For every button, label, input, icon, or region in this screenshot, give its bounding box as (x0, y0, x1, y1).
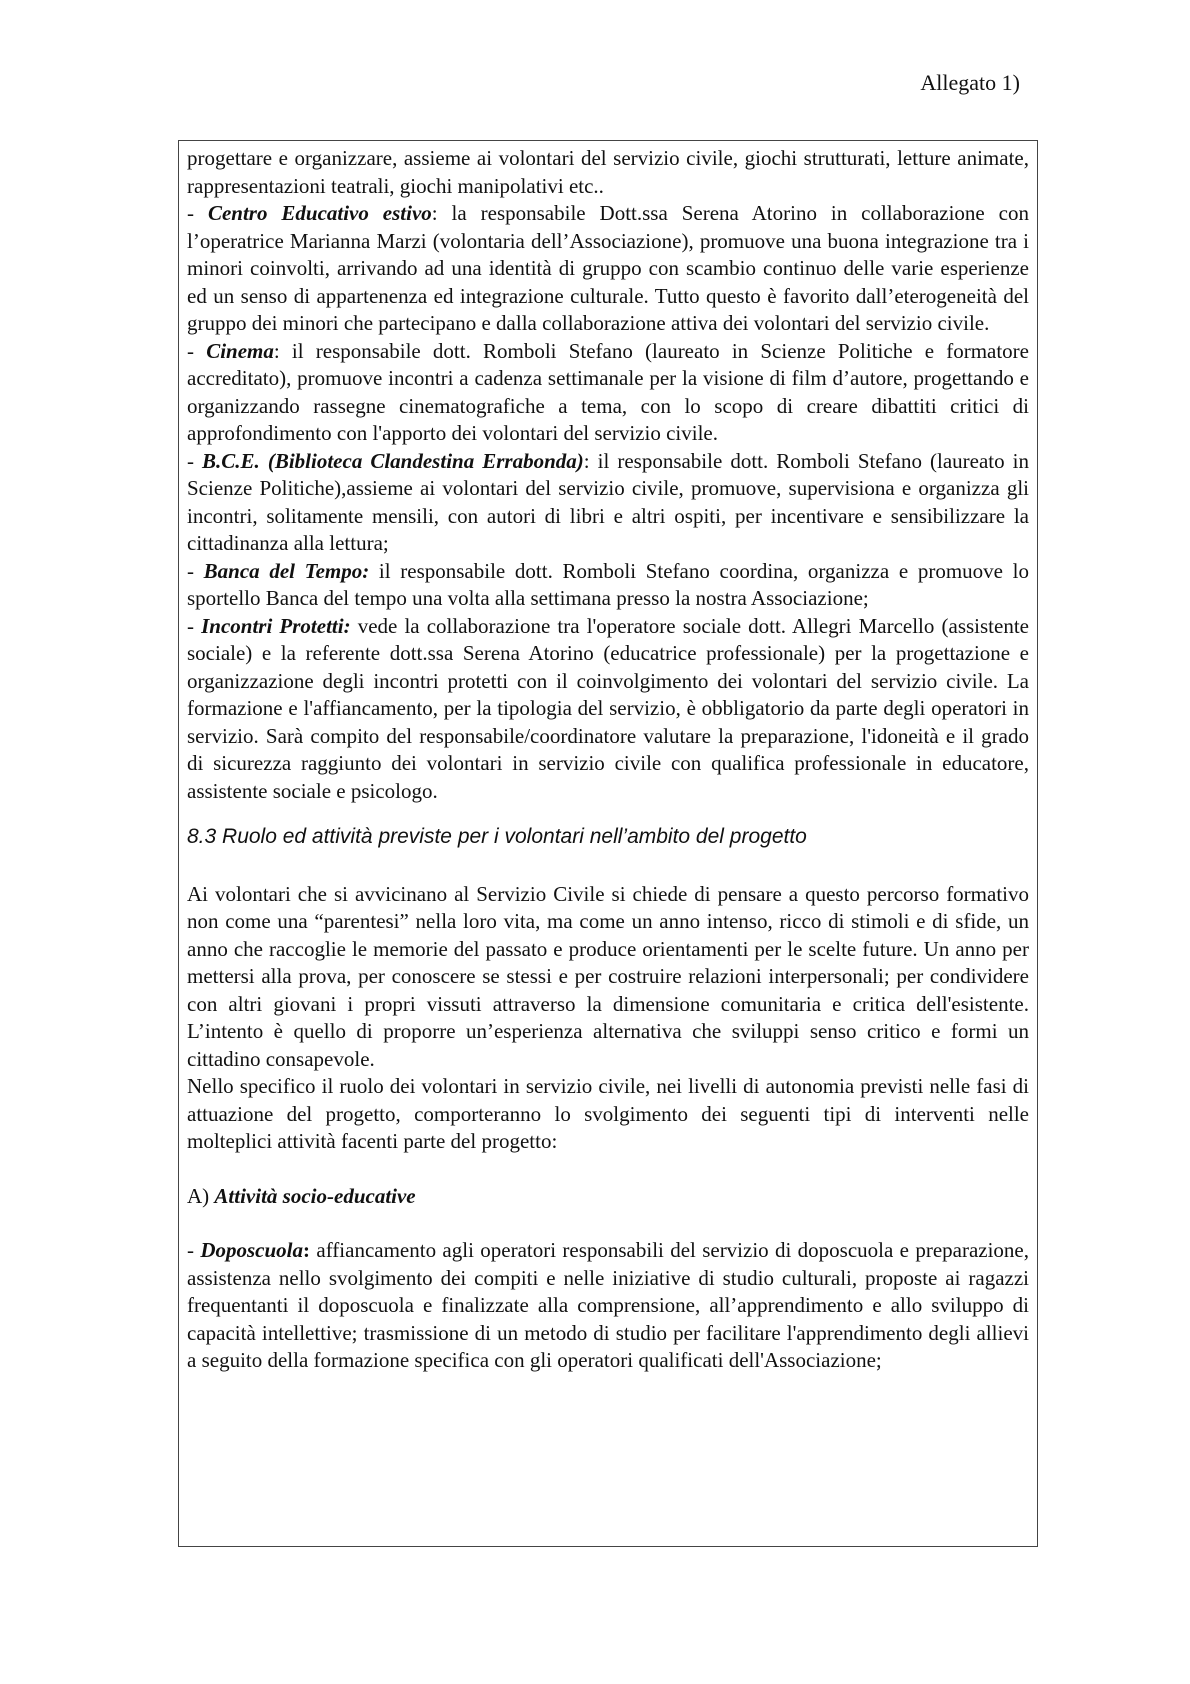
centro-educativo-label: Centro Educativo estivo (207, 201, 432, 225)
incontri-protetti-item (187, 613, 1029, 806)
doposcuola-label: Doposcuola (200, 1238, 304, 1262)
item-dash: - (187, 558, 204, 583)
section-a-prefix: A) (187, 1183, 215, 1208)
centro-educativo-item (187, 200, 1029, 338)
cinema-text: : il responsabile dott. Romboli Stefano (laureato in Scienze Politiche e formatore accreditato), promuove incontri a cadenza settimanale per la visione di film d’autore, progettando e organizzando rassegne cinematografiche a tema, con lo scopo di creare dibattiti critici di approfondimento con l'apporto dei volontari del servizio civile. (187, 338, 1029, 445)
item-dash: - (187, 1238, 201, 1262)
section-heading: 8.3 Ruolo ed attività previste per i volontari nell’ambito del progetto (187, 825, 807, 848)
section-a-label: Attività socio-educative (214, 1183, 416, 1208)
intro-paragraph: progettare e organizzare, assieme ai volontari del servizio civile, giochi strutturati, letture animate, rappresentazioni teatrali, giochi manipolativi etc.. (187, 146, 1029, 198)
centro-educativo-text: : la responsabile Dott.ssa Serena Atorino in collaborazione con l’operatrice Marianna Marzi (volontaria dell’Associazione), promuove una buona integrazione tra i minori coinvolti, arrivando ad una identità di gruppo con scambio continuo delle varie esperienze ed un senso di appartenenza ed integrazione culturale. Tutto questo è favorito dall’eterogeneità del gruppo dei minori che partecipano e dalla collaborazione attiva dei volontari del servizio civile. (187, 201, 1029, 335)
banca-tempo-item (187, 558, 1029, 613)
item-dash: - (187, 448, 203, 473)
banca-tempo-label: Banca del Tempo: (203, 558, 370, 583)
doposcuola-item: - Doposcuola: affiancamento agli operatori responsabili del servizio di doposcuola e preparazione, assistenza nello svolgimento dei compiti e nelle iniziative di studio culturali, proposte ai ragazzi frequentanti il doposcuola e finalizzate alla comprensione, all’apprendimento e allo sviluppo di capacità intellettive; trasmissione di un metodo di studio per facilitare l'apprendimento degli allievi a seguito della formazione specifica con gli operatori qualificati dell'Associazione; (187, 1238, 1030, 1372)
bce-label: B.C.E. (Biblioteca Clandestina Errabonda) (202, 448, 584, 473)
incontri-protetti-text: vede la collaborazione tra l'operatore sociale dott. Allegri Marcello (assistente sociale) e la referente dott.ssa Serena Atorino (educatrice professionale) per la progettazione e organizzazione degli incontri protetti con il coinvolgimento dei volontari del servizio civile. La formazione e l'affiancamento, per la tipologia del servizio, è obbligatorio da parte degli operatori in servizio. Sarà compito del responsabile/coordinatore valutare la preparazione, l'idoneità e il grado di sicurezza raggiunto dei volontari in servizio civile con qualifica professionale in educatore, assistente sociale e psicologo. (187, 613, 1029, 803)
item-dash: - (187, 201, 208, 225)
attachment-label: Allegato 1) (920, 70, 1020, 95)
incontri-protetti-label: Incontri Protetti: (201, 613, 351, 638)
item-dash: - (187, 613, 202, 638)
bce-item (187, 448, 1029, 558)
volontari-paragraph: Ai volontari che si avvicinano al Servizio Civile si chiede di pensare a questo percorso formativo non come una “parentesi” nella loro vita, ma come un anno intenso, ricco di stimoli e di sfide, un anno che raccoglie le memorie del passato e produce orientamenti per le scelte future. Un anno per mettersi alla prova, per conoscere se stessi e per costruire relazioni interpersonali; per condividere con altri giovani i propri vissuti attraverso la dimensione comunitaria e critica dell'esistente. L’intento è quello di proporre un’esperienza alternativa che sviluppi senso critico e formi un cittadino consapevole. (187, 881, 1029, 1071)
ruolo-paragraph: Nello specifico il ruolo dei volontari in servizio civile, nei livelli di autonomia previsti nelle fasi di attuazione del progetto, comporteranno lo svolgimento dei seguenti tipi di interventi nelle molteplici attività facenti parte del progetto: (187, 1074, 1029, 1153)
item-dash: - (187, 338, 207, 363)
content-box (178, 140, 1038, 1547)
bce-text: : il responsabile dott. Romboli Stefano (laureato in Scienze Politiche),assieme ai volontari del servizio civile, promuove, supervisiona e organizza gli incontri, solitamente mensili, con autori di libri e altri ospiti, per incentivare e sensibilizzare la cittadinanza alla lettura; (187, 448, 1029, 555)
cinema-label: Cinema (206, 338, 274, 363)
cinema-item (187, 338, 1029, 448)
section-a-title (187, 1183, 1029, 1211)
banca-tempo-text: il responsabile dott. Romboli Stefano coordina, organizza e promuove lo sportello Banca del tempo una volta alla settimana presso la nostra Associazione; (187, 558, 1029, 610)
doposcuola-text: affiancamento agli operatori responsabili del servizio di doposcuola e preparazione, assistenza nello svolgimento dei compiti e nelle iniziative di studio culturali, proposte ai ragazzi frequentanti il doposcuola e finalizzate alla comprensione, all’apprendimento e allo sviluppo di capacità intellettive; trasmissione di un metodo di studio per facilitare l'apprendimento degli allievi a seguito della formazione specifica con gli operatori qualificati dell'Associazione; (187, 1238, 1030, 1372)
